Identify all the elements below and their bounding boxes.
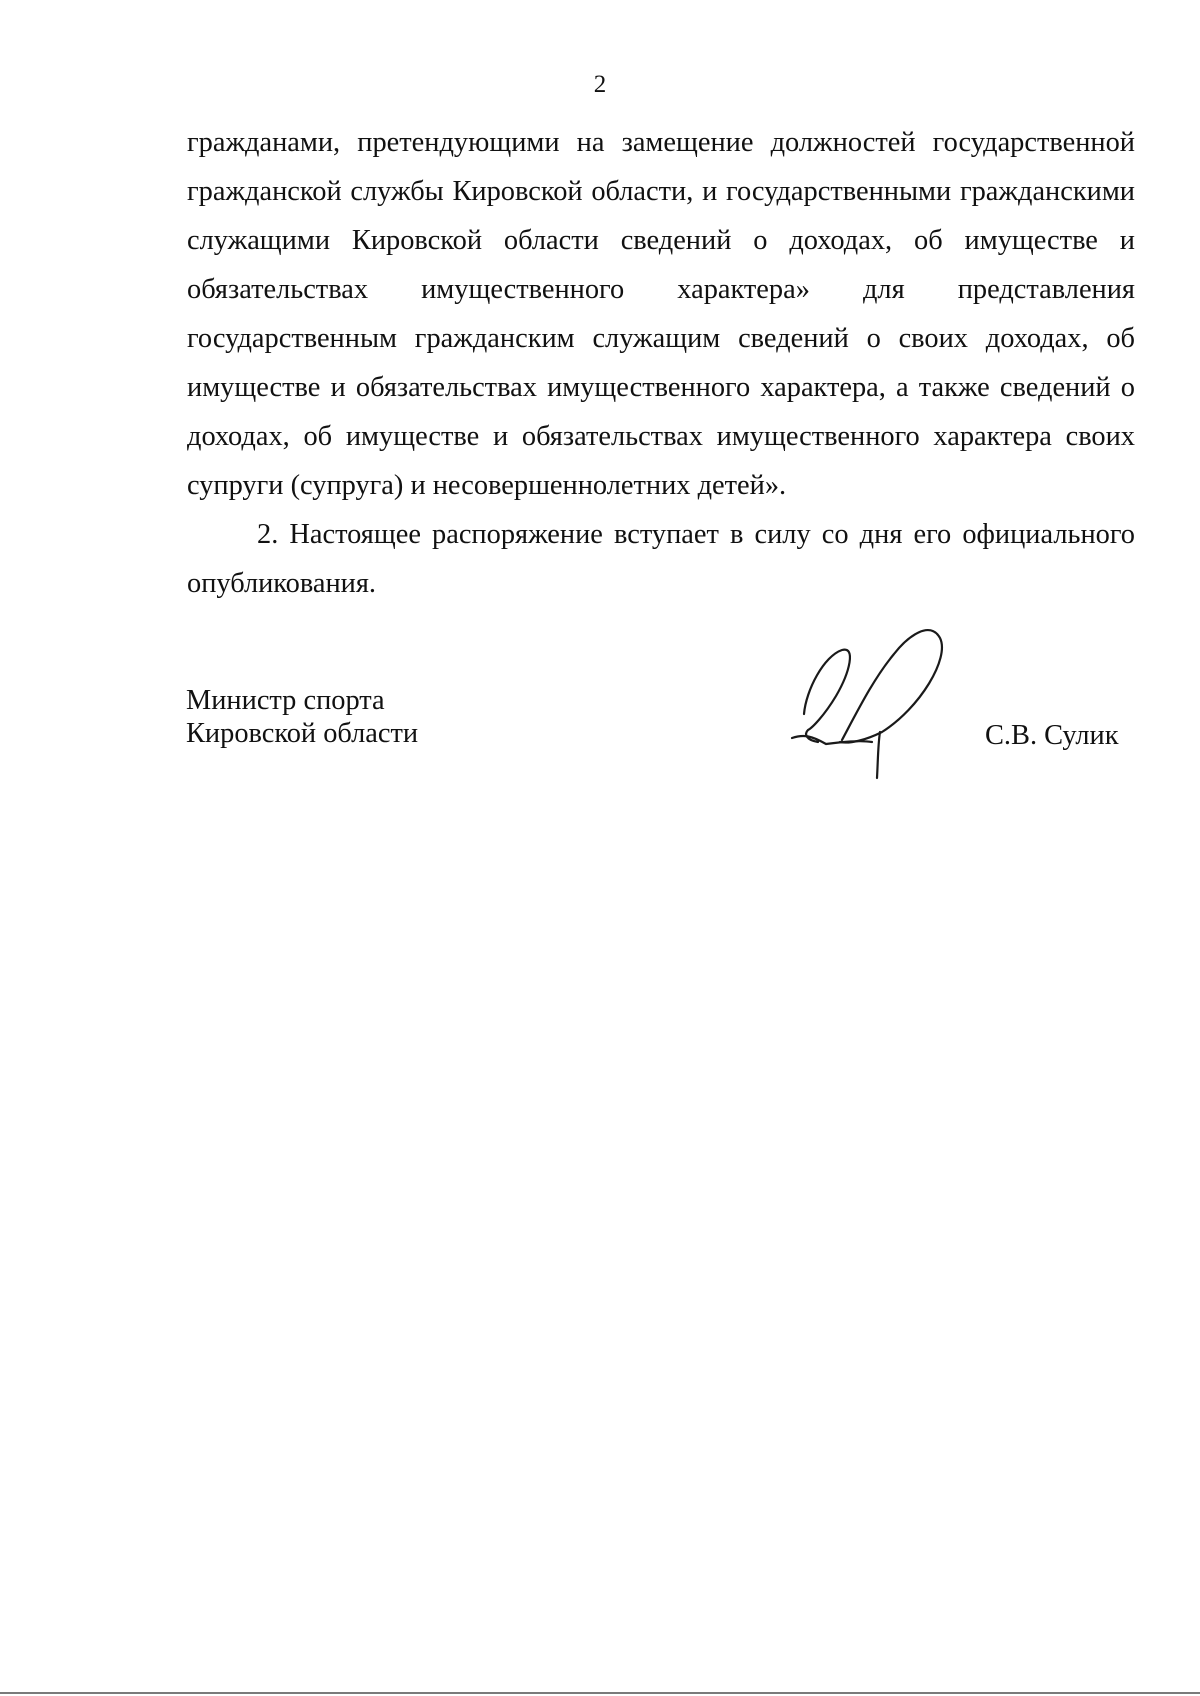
signatory-name: С.В. Сулик: [985, 720, 1119, 751]
signatory-position-line-1: Министр спорта: [186, 685, 385, 716]
signature-stroke-loop-right: [840, 630, 942, 742]
signature-stroke-tail: [877, 732, 880, 778]
signatory-position-line-2: Кировской области: [186, 718, 419, 749]
bottom-edge-rule: [0, 1692, 1200, 1694]
signatory-position: [186, 684, 418, 750]
paragraph-continuation: гражданами, претендующими на замещение должностей государственной гражданской службы Кировской области, и государственными гражданскими служащими Кировской области сведений о доходах, об имуществе и обязательствах имущественного характера» для представления государственным гражданским служащим сведений о своих доходах, об имуществе и обязательствах имущественного характера, а также сведений о доходах, об имуществе и обязательствах имущественного характера своих супруги (супруга) и несовершеннолетних детей».: [187, 127, 1135, 501]
page-number: 2: [593, 71, 607, 98]
document-body: [187, 118, 1135, 608]
signature-stroke-loop-left: [804, 650, 850, 742]
paragraph-effective-date: 2. Настоящее распоряжение вступает в силу со дня его официального опубликования.: [187, 519, 1135, 599]
handwritten-signature: [790, 612, 990, 782]
